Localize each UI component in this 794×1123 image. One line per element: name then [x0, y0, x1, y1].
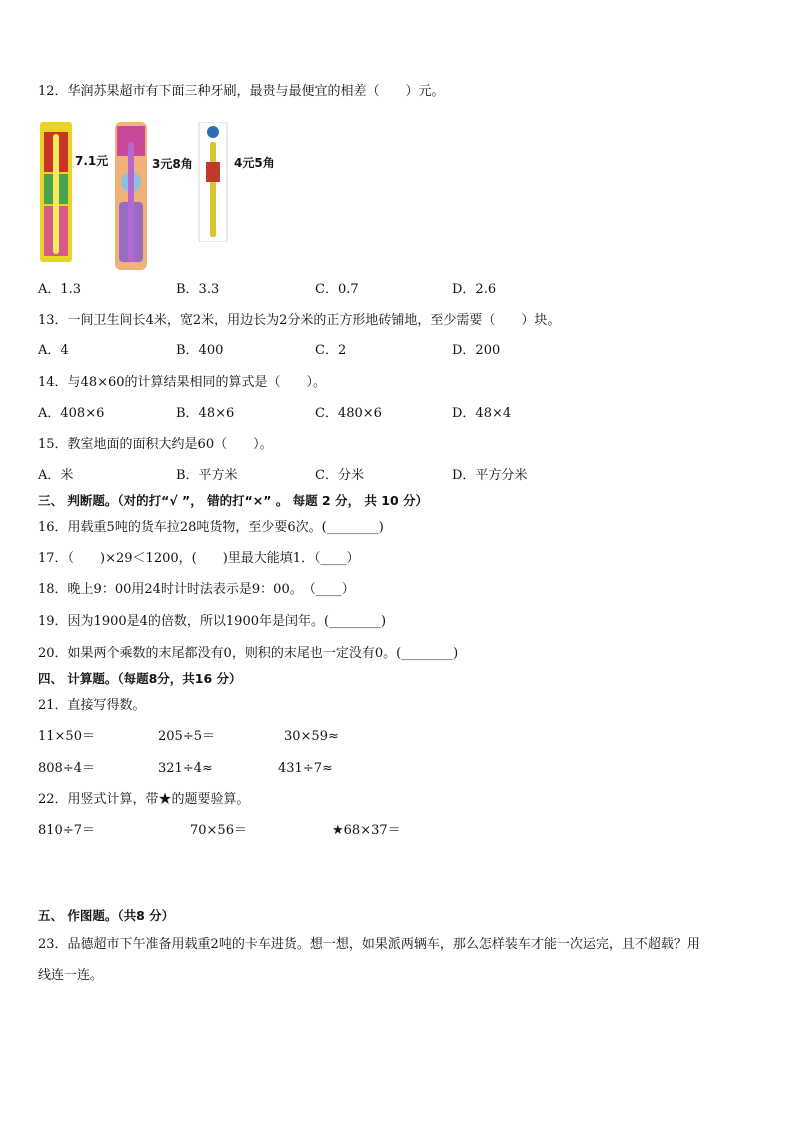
q14-option-a[interactable]: A．408×6 — [38, 406, 105, 421]
q12-option-a[interactable]: A．1.3 — [38, 282, 82, 297]
price-3: 4元5角 — [234, 156, 275, 170]
q22-item: ★68×37＝ — [332, 823, 401, 838]
section-3-heading: 三、 判断题。（对的打“√ ”， 错的打“×” 。 每题 2 分， 共 10 分） — [38, 493, 429, 508]
q21-item: 321÷4≈ — [158, 761, 213, 776]
q19: 19．因为1900是4的倍数，所以1900年是闰年。(________) — [38, 614, 387, 629]
q21-item: 808÷4＝ — [38, 761, 95, 776]
q14-options — [38, 405, 758, 423]
q20: 20．如果两个乘数的末尾都没有0，则积的末尾也一定没有0。(________) — [38, 646, 459, 661]
q12-stem: 12．华润苏果超市有下面三种牙刷，最贵与最便宜的相差（ ）元。 — [38, 84, 445, 99]
q21-item: 431÷7≈ — [278, 761, 333, 776]
q12-option-d[interactable]: D．2.6 — [452, 282, 497, 297]
q13-option-b[interactable]: B．400 — [176, 343, 224, 358]
q13-option-d[interactable]: D．200 — [452, 343, 501, 358]
q21-item: 30×59≈ — [284, 729, 339, 744]
price-1: 7.1元 — [75, 154, 109, 168]
q13-options — [38, 342, 758, 360]
q21-stem: 21．直接写得数。 — [38, 698, 146, 713]
q22-item: 70×56＝ — [190, 823, 247, 838]
q18: 18．晚上9：00用24时计时法表示是9：00。 （____） — [38, 582, 355, 597]
q22-row — [38, 822, 758, 840]
q23-line-2: 线连一连。 — [38, 968, 104, 983]
q15-option-a[interactable]: A．米 — [38, 468, 74, 483]
q13-stem: 13．一间卫生间长4米，宽2米，用边长为2分米的正方形地砖铺地，至少需要（ ）块。 — [38, 313, 561, 328]
q22-item: 810÷7＝ — [38, 823, 95, 838]
q14-stem: 14．与48×60的计算结果相同的算式是（ ）。 — [38, 375, 327, 390]
q16: 16．用载重5吨的货车拉28吨货物，至少要6次。(________) — [38, 520, 384, 535]
price-2: 3元8角 — [152, 157, 193, 171]
q12-option-b[interactable]: B．3.3 — [176, 282, 220, 297]
toothbrush-3-image — [198, 122, 228, 246]
q12-option-c[interactable]: C．0.7 — [315, 282, 359, 297]
q15-option-d[interactable]: D．平方分米 — [452, 468, 528, 483]
q15-options — [38, 467, 758, 485]
q13-option-c[interactable]: C．2 — [315, 343, 347, 358]
q21-item: 205÷5＝ — [158, 729, 215, 744]
q22-stem: 22．用竖式计算，带★的题要验算。 — [38, 792, 250, 807]
section-4-heading: 四、 计算题。（每题8分，共16 分） — [38, 671, 242, 686]
q15-stem: 15．教室地面的面积大约是60（ ）。 — [38, 437, 273, 452]
section-5-heading: 五、 作图题。（共8 分） — [38, 908, 175, 923]
q21-item: 11×50＝ — [38, 729, 95, 744]
q14-option-c[interactable]: C．480×6 — [315, 406, 382, 421]
q13-option-a[interactable]: A．4 — [38, 343, 69, 358]
q15-option-c[interactable]: C．分米 — [315, 468, 364, 483]
toothbrush-1-image — [38, 122, 74, 266]
q15-option-b[interactable]: B．平方米 — [176, 468, 238, 483]
q21-row-1 — [38, 728, 758, 746]
q23-line-1: 23．品德超市下午准备用载重2吨的卡车进货。想一想，如果派两辆车，那么怎样装车才能一次运完，且不超载？用 — [38, 937, 700, 952]
q14-option-b[interactable]: B．48×6 — [176, 406, 235, 421]
toothbrush-2-image — [113, 122, 149, 274]
q21-row-2 — [38, 760, 758, 778]
q17: 17．（ )×29＜1200，( )里最大能填1．（____） — [38, 551, 360, 566]
q12-options — [38, 281, 758, 299]
q14-option-d[interactable]: D．48×4 — [452, 406, 512, 421]
